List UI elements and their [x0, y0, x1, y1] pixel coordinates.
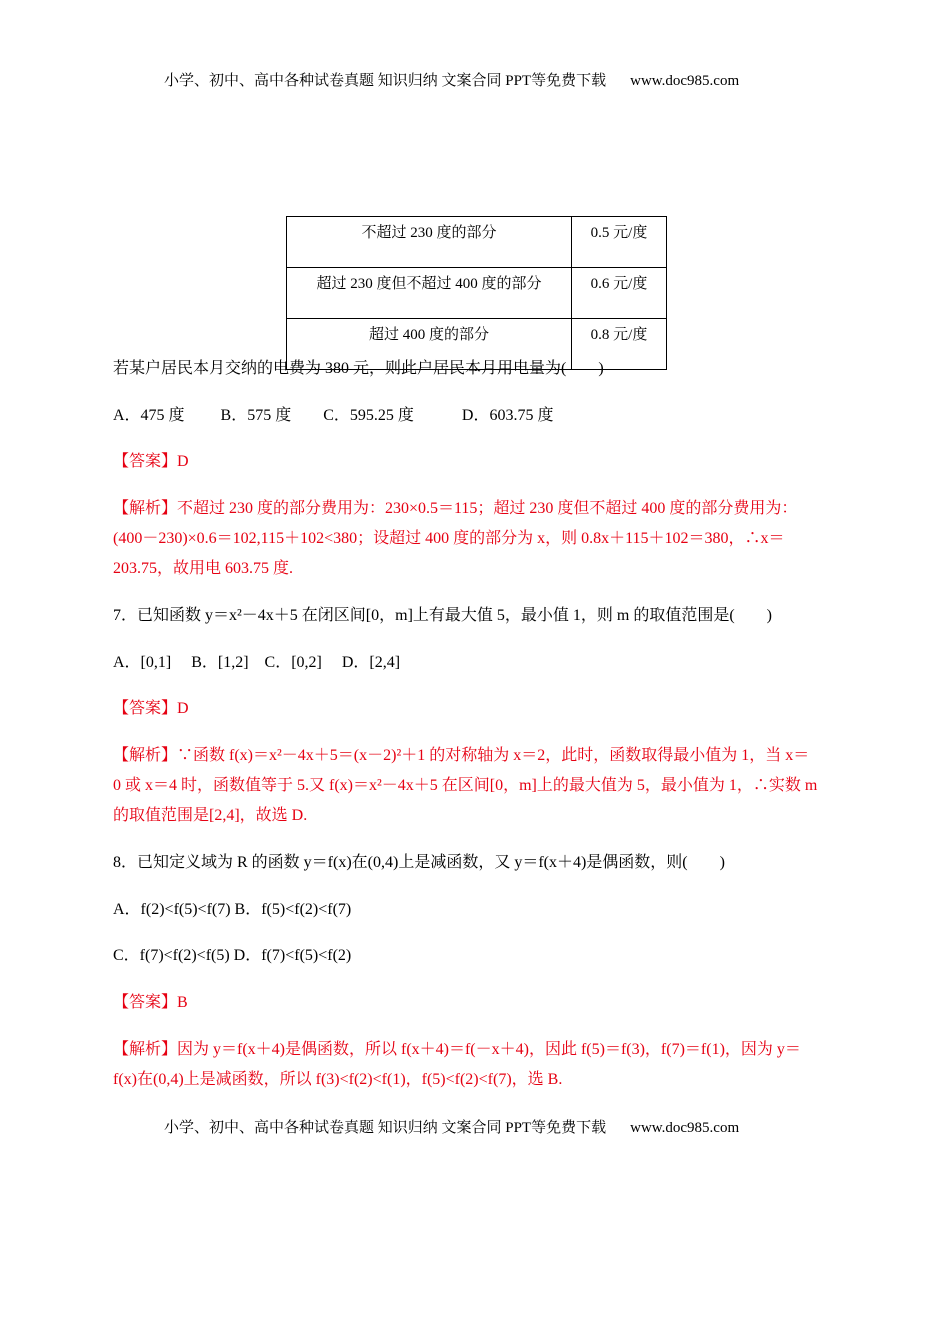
text-line: C．f(7)<f(2)<f(5) D．f(7)<f(5)<f(2) — [113, 947, 352, 964]
text-line: 【答案】B — [113, 994, 188, 1011]
page-footer — [164, 1116, 739, 1137]
table-cell: 0.8 元/度 — [572, 319, 667, 370]
text-line: 7．已知函数 y＝x²－4x＋5 在闭区间[0，m]上有最大值 5，最小值 1，则 m 的取值范围是( ) — [113, 607, 773, 624]
table-cell: 超过 230 度但不超过 400 度的部分 — [287, 268, 572, 319]
header-text: 小学、初中、高中各种试卷真题 知识归纳 文案合同 PPT等免费下载 — [164, 73, 607, 89]
table-cell: 不超过 230 度的部分 — [287, 217, 572, 268]
price-table — [286, 216, 667, 370]
text-line: 203.75，故用电 603.75 度. — [113, 560, 294, 577]
text-line: 【答案】D — [113, 453, 189, 470]
text-line: (400－230)×0.6＝102,115＋102<380；设超过 400 度的部分为 x，则 0.8x＋115＋102＝380，∴x＝ — [113, 530, 785, 547]
header-url[interactable]: www.doc985.com — [630, 73, 740, 89]
table-row — [287, 268, 667, 319]
text-line: 【解析】不超过 230 度的部分费用为：230×0.5＝115；超过 230 度但不超过 400 度的部分费用为： — [113, 500, 798, 517]
text-line: 若某户居民本月交纳的电费为 380 元，则此户居民本月用电量为( ) — [113, 360, 604, 377]
page-header — [164, 69, 739, 90]
text-line: 【解析】∵函数 f(x)＝x²－4x＋5＝(x－2)²＋1 的对称轴为 x＝2，此时，函数取得最小值为 1，当 x＝ — [113, 747, 810, 764]
footer-url[interactable]: www.doc985.com — [630, 1120, 740, 1136]
table-row — [287, 217, 667, 268]
text-line: 0 或 x＝4 时，函数值等于 5.又 f(x)＝x²－4x＋5 在区间[0，m]上的最大值为 5，最小值为 1，∴实数 m — [113, 777, 818, 794]
table-cell: 0.6 元/度 — [572, 268, 667, 319]
footer-text: 小学、初中、高中各种试卷真题 知识归纳 文案合同 PPT等免费下载 — [164, 1120, 607, 1136]
text-line: A．f(2)<f(5)<f(7) B．f(5)<f(2)<f(7) — [113, 901, 352, 918]
text-line: 的取值范围是[2,4]，故选 D. — [113, 807, 308, 824]
table-cell: 超过 400 度的部分 — [287, 319, 572, 370]
text-line: 【答案】D — [113, 700, 189, 717]
text-line: A．475 度 B．575 度 C．595.25 度 D．603.75 度 — [113, 407, 554, 424]
text-line: f(x)在(0,4)上是减函数，所以 f(3)<f(2)<f(1)，f(5)<f(2)<f(7)，选 B. — [113, 1071, 563, 1088]
text-line: 【解析】因为 y＝f(x＋4)是偶函数，所以 f(x＋4)＝f(－x＋4)，因此 f(5)＝f(3)，f(7)＝f(1)，因为 y＝ — [113, 1041, 801, 1058]
text-line: A．[0,1] B．[1,2] C．[0,2] D．[2,4] — [113, 654, 401, 671]
table-cell: 0.5 元/度 — [572, 217, 667, 268]
text-line: 8．已知定义域为 R 的函数 y＝f(x)在(0,4)上是减函数，又 y＝f(x＋4)是偶函数，则( ) — [113, 854, 725, 871]
